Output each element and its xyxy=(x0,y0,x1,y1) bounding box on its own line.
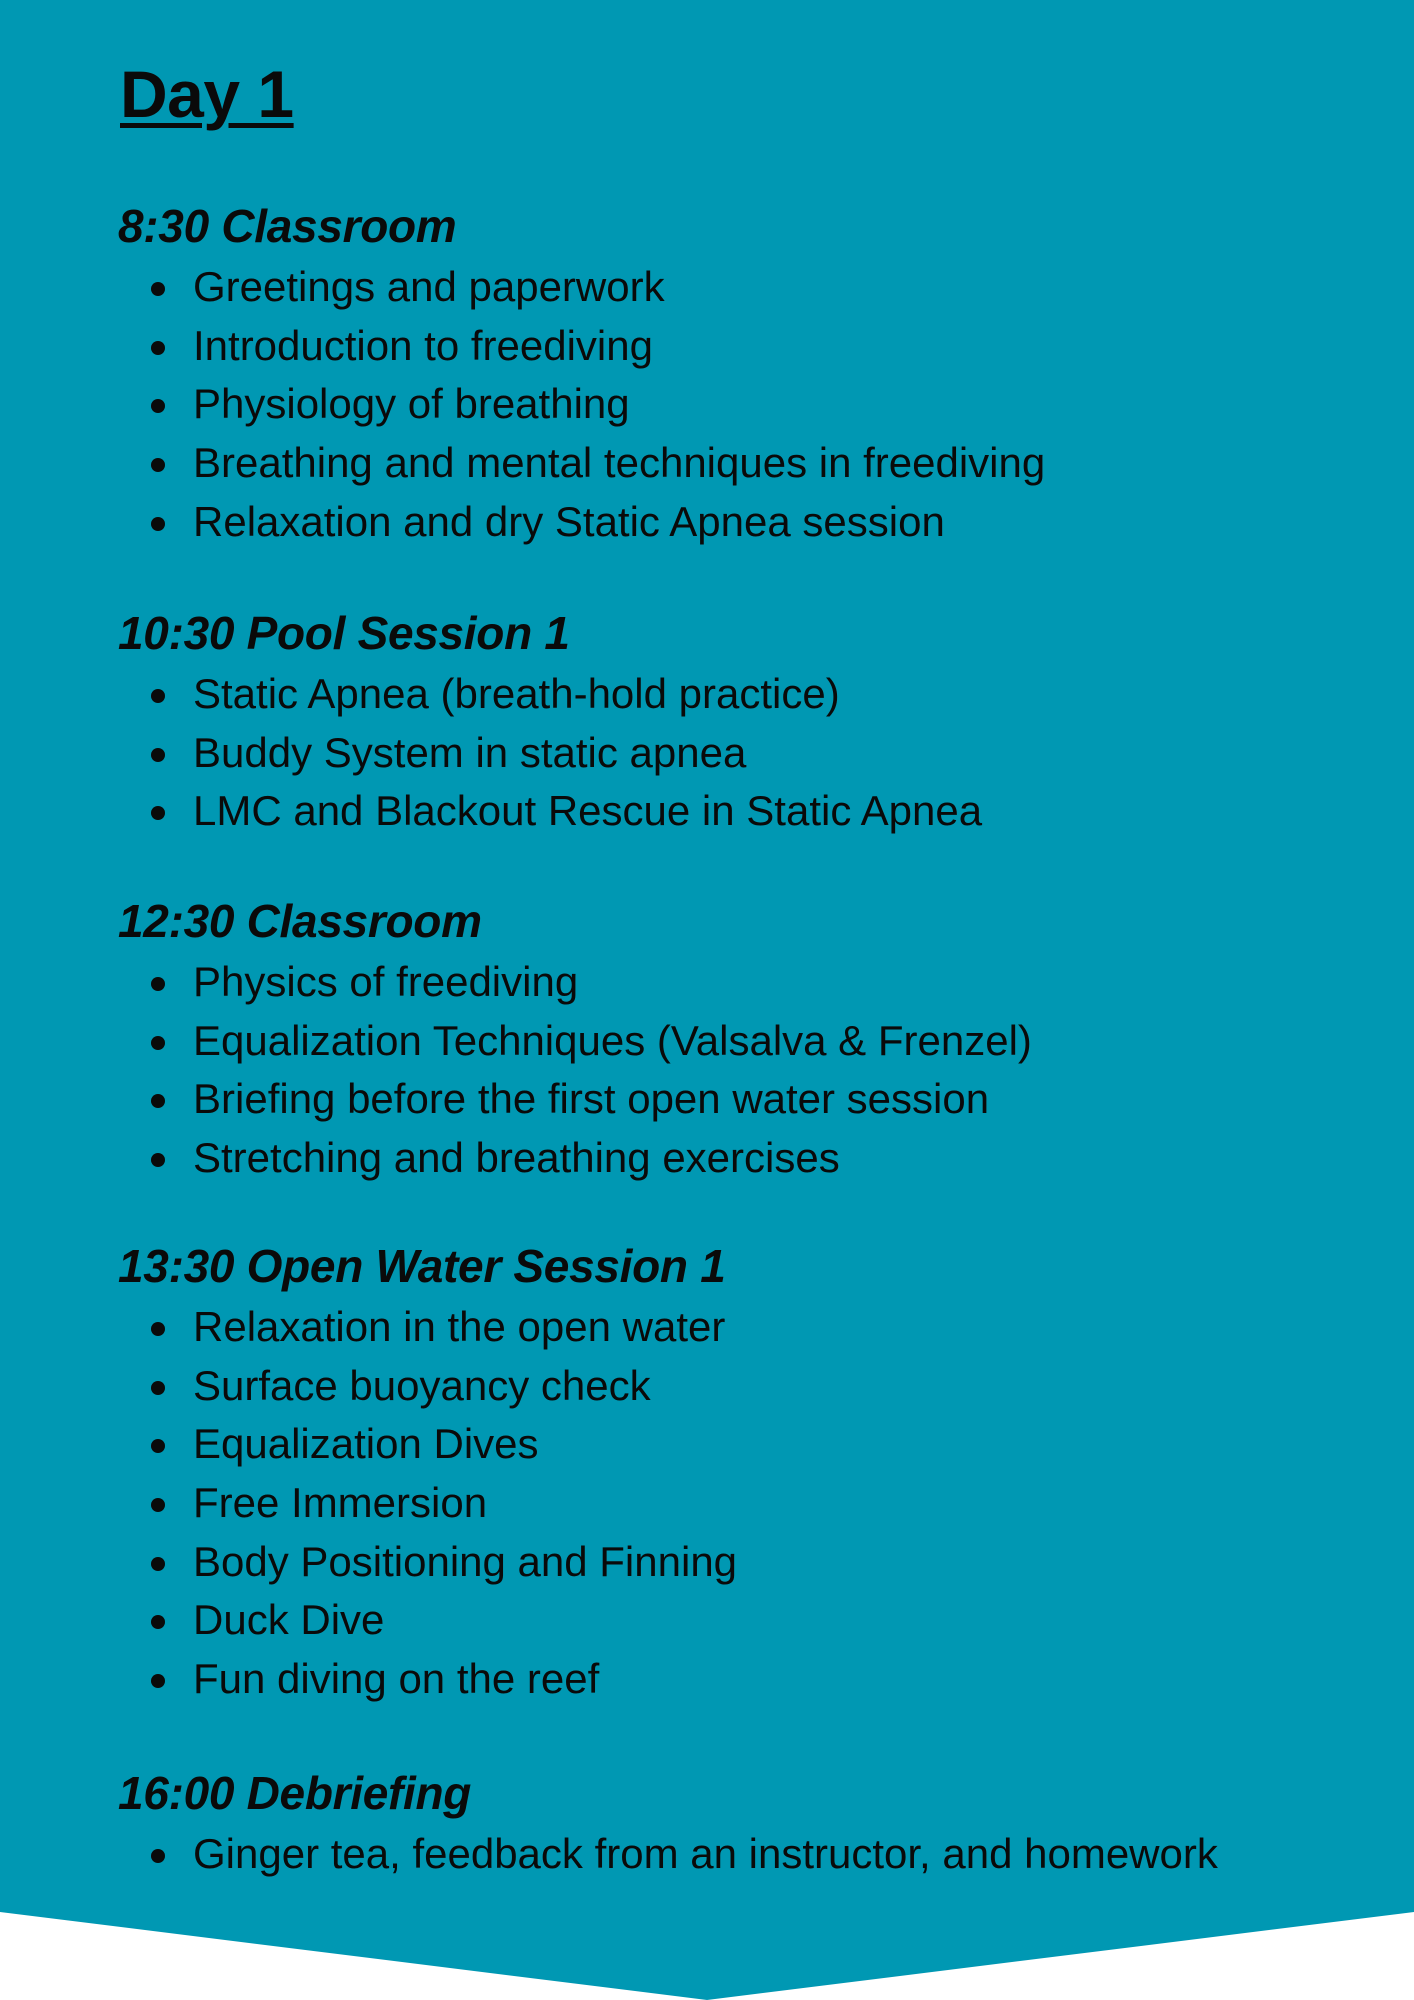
list-item xyxy=(0,1298,737,1357)
session-items xyxy=(0,665,982,841)
list-item-text: Greetings and paperwork xyxy=(193,263,665,310)
bullet-icon xyxy=(151,1439,165,1453)
bullet-icon xyxy=(151,748,165,762)
bullet-icon xyxy=(151,1036,165,1050)
bullet-icon xyxy=(151,1849,165,1863)
list-item-text: Physics of freediving xyxy=(193,958,579,1005)
list-item-text: Relaxation and dry Static Apnea session xyxy=(193,497,945,545)
list-item xyxy=(0,1533,737,1592)
list-item-text: Relaxation in the open water xyxy=(193,1303,726,1350)
bullet-icon xyxy=(151,1322,165,1336)
list-item xyxy=(0,1474,737,1533)
list-item-text: Stretching and breathing exercises xyxy=(193,1134,840,1182)
bullet-icon xyxy=(151,1615,165,1629)
day-title: Day 1 xyxy=(120,57,294,131)
list-item xyxy=(0,493,1045,552)
bullet-icon xyxy=(151,1557,165,1571)
bullet-icon xyxy=(151,517,165,531)
session-heading: 12:30 Classroom xyxy=(118,895,482,947)
list-item-text: Free Immersion xyxy=(193,1479,488,1527)
list-item xyxy=(0,665,982,724)
session-items xyxy=(0,258,1045,551)
list-item xyxy=(0,1012,1032,1071)
session-items xyxy=(0,1825,1218,1884)
bullet-icon xyxy=(151,1153,165,1167)
bullet-icon xyxy=(151,458,165,472)
bullet-icon xyxy=(151,1498,165,1512)
list-item-text: Body Positioning and Finning xyxy=(193,1537,738,1585)
list-item-text: LMC and Blackout Rescue in Static Apnea xyxy=(193,787,983,835)
list-item xyxy=(0,953,1032,1012)
list-item xyxy=(0,375,1045,434)
session-heading: 8:30 Classroom xyxy=(118,200,457,252)
list-item-text: Surface buoyancy check xyxy=(193,1361,651,1409)
list-item xyxy=(0,258,1045,317)
list-item xyxy=(0,782,982,841)
list-item xyxy=(0,1650,737,1709)
list-item-text: Ginger tea, feedback from an instructor, and homework xyxy=(193,1830,1218,1877)
bullet-icon xyxy=(151,977,165,991)
list-item-text: Briefing before the first open water session xyxy=(193,1075,990,1123)
list-item xyxy=(0,1070,1032,1129)
list-item-text: Static Apnea (breath-hold practice) xyxy=(193,670,840,717)
list-item xyxy=(0,317,1045,376)
bullet-icon xyxy=(151,806,165,820)
bullet-icon xyxy=(151,341,165,355)
list-item-text: Equalization Techniques (Valsalva & Frenzel) xyxy=(193,1016,1032,1064)
bullet-icon xyxy=(151,689,165,703)
list-item-text: Fun diving on the reef xyxy=(193,1655,600,1703)
list-item-text: Physiology of breathing xyxy=(193,380,630,428)
list-item xyxy=(0,1825,1218,1884)
bullet-icon xyxy=(151,399,165,413)
session-heading: 13:30 Open Water Session 1 xyxy=(118,1240,726,1292)
list-item xyxy=(0,1357,737,1416)
bullet-icon xyxy=(151,1094,165,1108)
list-item-text: Breathing and mental techniques in freediving xyxy=(193,439,1046,487)
list-item xyxy=(0,1415,737,1474)
bullet-icon xyxy=(151,1674,165,1688)
session-heading: 16:00 Debriefing xyxy=(118,1767,472,1819)
bullet-icon xyxy=(151,282,165,296)
bullet-icon xyxy=(151,1381,165,1395)
list-item-text: Duck Dive xyxy=(193,1596,385,1644)
list-item xyxy=(0,1591,737,1650)
session-heading: 10:30 Pool Session 1 xyxy=(118,607,570,659)
list-item-text: Buddy System in static apnea xyxy=(193,728,747,776)
list-item xyxy=(0,434,1045,493)
session-items xyxy=(0,953,1032,1188)
list-item xyxy=(0,724,982,783)
session-items xyxy=(0,1298,737,1709)
list-item-text: Introduction to freediving xyxy=(193,321,653,369)
list-item xyxy=(0,1129,1032,1188)
list-item-text: Equalization Dives xyxy=(193,1420,539,1468)
